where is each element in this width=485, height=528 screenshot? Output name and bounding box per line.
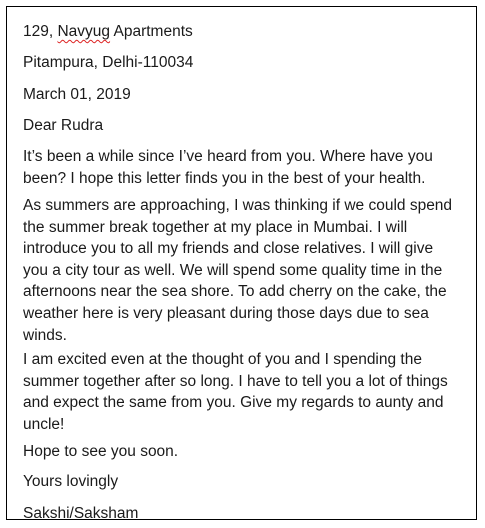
address-building: Apartments bbox=[110, 23, 193, 40]
signoff: Yours lovingly bbox=[23, 473, 119, 490]
address-line-2: Pitampura, Delhi-110034 bbox=[23, 54, 194, 71]
letter-date: March 01, 2019 bbox=[23, 86, 131, 103]
paragraph-2: As summers are approaching, I was thinking if we could spend the summer break together at my place in Mumbai. I will introduce you to all my friends and close relatives. I will give you a city tour as well. We will spend some quality time in the afternoons near the sea shore. To add cherry on the cake, the weather here is very pleasant during those days due to sea winds. bbox=[23, 197, 453, 344]
address-number: 129, bbox=[23, 23, 58, 40]
paragraph-3: I am excited even at the thought of you and I spending the summer together after so long. I have to tell you a lot of things and expect the same from you. Give my regards to aunty and uncle! bbox=[23, 351, 448, 433]
closing-wish: Hope to see you soon. bbox=[23, 443, 179, 460]
address-line-1 bbox=[23, 21, 466, 43]
paragraph-1: It’s been a while since I’ve heard from you. Where have you been? I hope this letter finds you in the best of your health. bbox=[23, 148, 433, 187]
spellcheck-flagged-word[interactable]: Navyug bbox=[57, 23, 111, 40]
signature: Sakshi/Saksham bbox=[23, 505, 139, 522]
letter-page bbox=[6, 6, 477, 520]
salutation: Dear Rudra bbox=[23, 117, 104, 134]
